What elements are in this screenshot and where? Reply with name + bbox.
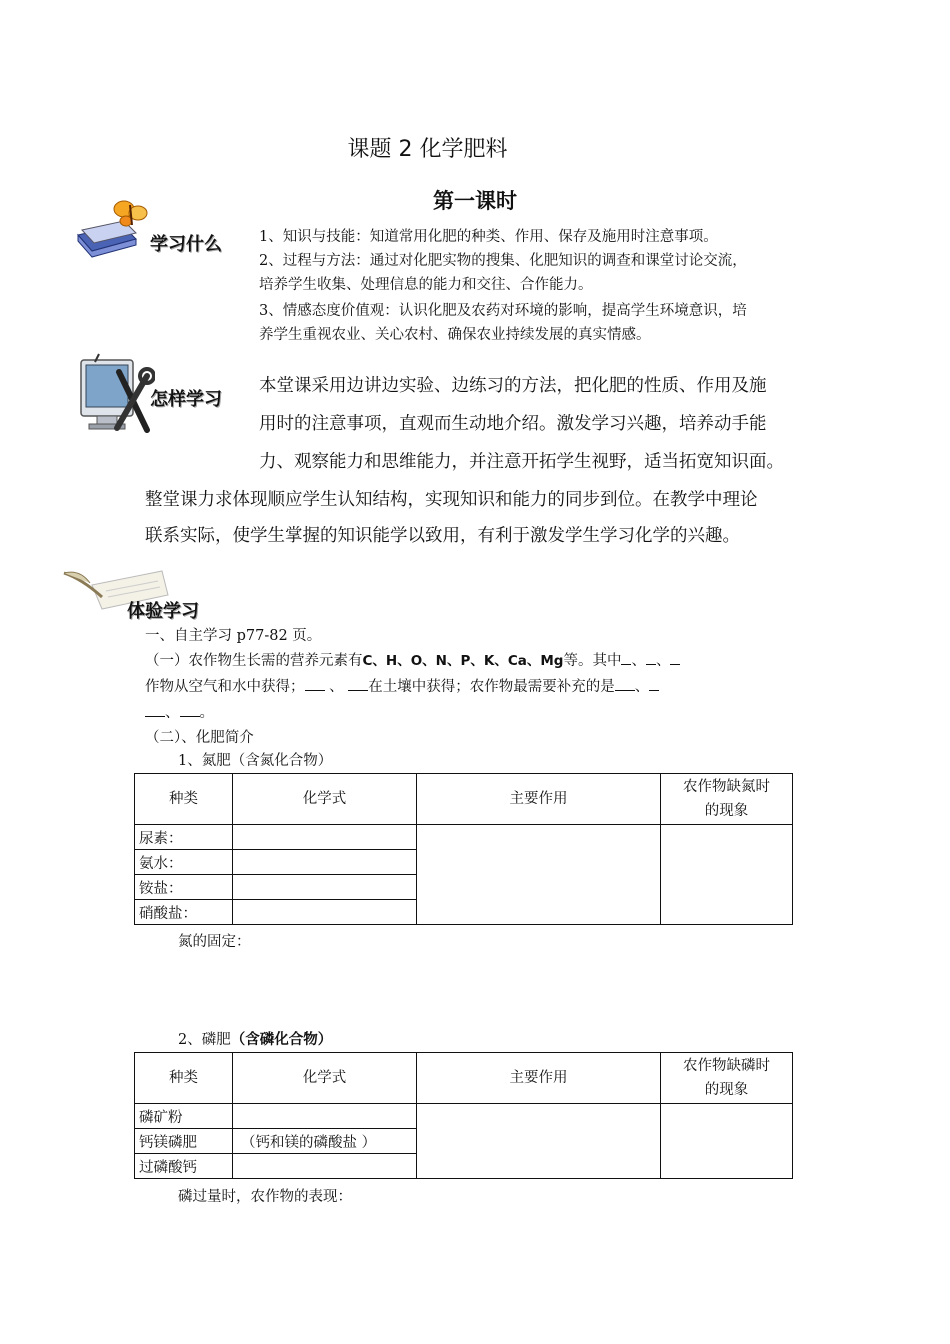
self-study-line: 一、自主学习 p77-82 页。 xyxy=(145,628,322,644)
answer-blank[interactable] xyxy=(180,700,200,717)
learn-what-line-2: 2、过程与方法：通过对化肥实物的搜集、化肥知识的调查和课堂讨论交流， xyxy=(259,253,747,269)
answer-blank[interactable] xyxy=(649,674,659,691)
answer-blank[interactable] xyxy=(615,674,635,691)
table-row xyxy=(135,825,793,850)
separator: 、 xyxy=(329,679,344,695)
formula-cell[interactable] xyxy=(233,825,417,850)
col-type: 种类 xyxy=(135,774,233,825)
how-learn-line-3: 力、观察能力和思维能力，并注意开拓学生视野，适当拓宽知识面。 xyxy=(259,452,784,472)
how-learn-line-2: 用时的注意事项，直观而生动地介绍。激发学习兴趣，培养动手能 xyxy=(259,414,767,434)
col-effect: 主要作用 xyxy=(417,774,661,825)
books-butterfly-icon xyxy=(72,195,152,265)
fertilizer-intro: （二）、化肥简介 xyxy=(145,730,254,746)
page-subtitle: 第一课时 xyxy=(433,189,517,213)
symptom-cell[interactable] xyxy=(661,825,793,925)
phosphorus-heading xyxy=(178,1027,332,1053)
phosphorus-heading-a: 2、磷肥 xyxy=(178,1032,231,1048)
col-type: 种类 xyxy=(135,1053,233,1104)
formula-cell[interactable] xyxy=(233,1154,417,1179)
nutrients-suffix: 等。其中 xyxy=(563,653,622,669)
row-label: 铵盐： xyxy=(135,875,233,900)
phosphorus-excess: 磷过量时，农作物的表现： xyxy=(178,1189,352,1205)
row-label: 硝酸盐： xyxy=(135,900,233,925)
effect-cell[interactable] xyxy=(417,825,661,925)
col-effect: 主要作用 xyxy=(417,1053,661,1104)
how-learn-line-1: 本堂课采用边讲边实验、边练习的方法，把化肥的性质、作用及施 xyxy=(259,376,767,396)
page-title: 课题 2 化学肥料 xyxy=(347,137,508,162)
col-formula: 化学式 xyxy=(233,774,417,825)
row-label: 尿素： xyxy=(135,825,233,850)
separator: 、 xyxy=(631,653,646,669)
col-symptom-line-1: 农作物缺磷时 xyxy=(683,1058,770,1074)
learn-what-line-4: 3、情感态度价值观：认识化肥及农药对环境的影响，提高学生环境意识，培 xyxy=(259,303,747,319)
nutrients-prefix: （一）农作物生长需的营养元素有 xyxy=(145,653,363,669)
answer-blank[interactable] xyxy=(670,648,680,665)
learn-what-line-1: 1、知识与技能：知道常用化肥的种类、作用、保存及施用时注意事项。 xyxy=(259,229,718,245)
air-water-text: 作物从空气和水中获得； xyxy=(145,679,305,695)
effect-cell[interactable] xyxy=(417,1104,661,1179)
formula-cell[interactable] xyxy=(233,850,417,875)
nitrogen-table xyxy=(134,773,793,925)
answer-blank[interactable] xyxy=(621,648,631,665)
col-symptom-line-1: 农作物缺氮时 xyxy=(683,779,770,795)
separator: 、 xyxy=(634,679,650,695)
nutrients-line-2 xyxy=(145,674,659,700)
period: 。 xyxy=(199,705,214,721)
how-learn-line-5: 联系实际，使学生掌握的知识能学以致用，有利于激发学生学习化学的兴趣。 xyxy=(145,526,740,546)
col-formula: 化学式 xyxy=(233,1053,417,1104)
learn-what-line-3: 培养学生收集、处理信息的能力和交往、合作能力。 xyxy=(259,277,593,293)
row-label: 过磷酸钙 xyxy=(135,1154,233,1179)
nutrients-line xyxy=(145,648,680,674)
col-symptom xyxy=(661,1053,793,1104)
phosphorus-heading-b: （含磷化合物） xyxy=(230,1032,333,1048)
table-row xyxy=(135,1104,793,1129)
formula-cell[interactable] xyxy=(233,1104,417,1129)
nitrogen-heading: 1、氮肥（含氮化合物） xyxy=(178,753,333,769)
row-label: 氨水： xyxy=(135,850,233,875)
answer-blank[interactable] xyxy=(305,674,325,691)
section-label-how-learn: 怎样学习 xyxy=(150,389,222,410)
col-symptom-line-2: 的现象 xyxy=(704,1082,749,1098)
col-symptom xyxy=(661,774,793,825)
soil-text: 在土壤中获得；农作物最需要补充的是 xyxy=(368,679,615,695)
nutrients-line-3 xyxy=(145,700,214,726)
answer-blank[interactable] xyxy=(348,674,368,691)
answer-blank[interactable] xyxy=(145,700,165,717)
answer-blank[interactable] xyxy=(646,648,656,665)
monitor-tools-icon xyxy=(75,352,155,436)
learn-what-line-5: 养学生重视农业、关心农村、确保农业持续发展的真实情感。 xyxy=(259,327,651,343)
formula-cell[interactable] xyxy=(233,875,417,900)
nutrients-elements: C、H、O、N、P、K、Ca、Mg xyxy=(362,653,564,669)
nitrogen-fixation: 氮的固定： xyxy=(178,934,251,950)
separator: 、 xyxy=(165,705,180,721)
symptom-cell[interactable] xyxy=(661,1104,793,1179)
row-label: 磷矿粉 xyxy=(135,1104,233,1129)
col-symptom-line-2: 的现象 xyxy=(704,803,749,819)
how-learn-line-4: 整堂课力求体现顺应学生认知结构，实现知识和能力的同步到位。在教学中理论 xyxy=(145,490,758,510)
formula-cell[interactable] xyxy=(233,900,417,925)
separator: 、 xyxy=(655,653,671,669)
phosphorus-table xyxy=(134,1052,793,1179)
row-label: 钙镁磷肥 xyxy=(135,1129,233,1154)
section-label-experience: 体验学习 xyxy=(127,601,199,622)
section-label-learn-what: 学习什么 xyxy=(150,234,222,255)
formula-cell[interactable]: （钙和镁的磷酸盐 ） xyxy=(233,1129,417,1154)
